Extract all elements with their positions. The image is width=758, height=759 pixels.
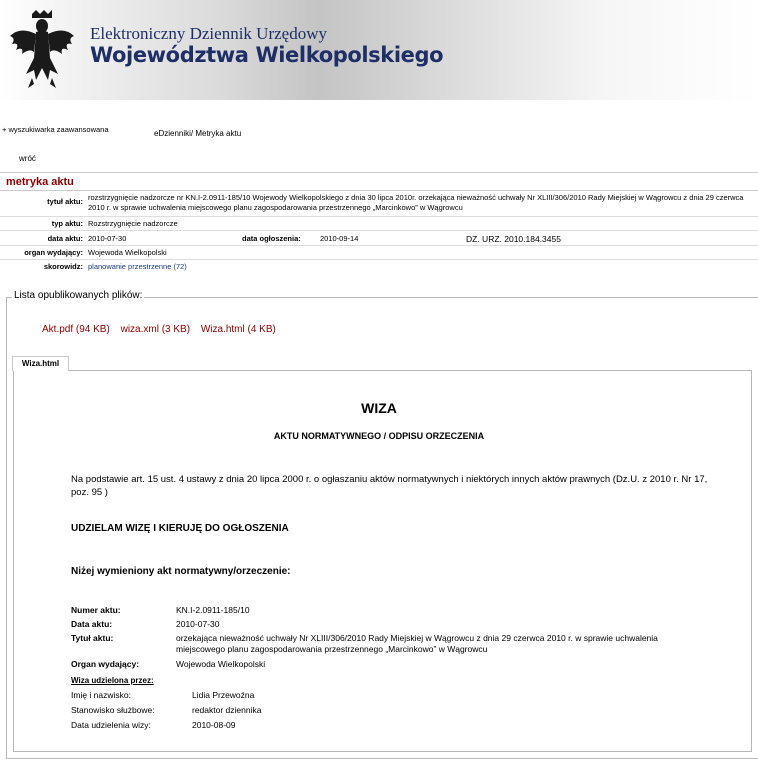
act-organ-value: Wojewoda Wielkopolski — [176, 659, 266, 669]
organ-label: organ wydający: — [24, 248, 83, 257]
act-number-label: Numer aktu: — [71, 605, 121, 615]
metadata-header — [0, 172, 758, 191]
header-title-line2: Województwa Wielkopolskiego — [90, 43, 444, 67]
journal-reference: DZ. URZ. 2010.184.3455 — [466, 234, 561, 244]
metadata-row-index — [0, 260, 758, 273]
date-label: data aktu: — [47, 234, 83, 243]
type-label: typ aktu: — [51, 219, 83, 228]
document-title: WIZA — [361, 400, 397, 416]
act-intro: Niżej wymieniony akt normatywny/orzeczenie: — [71, 566, 291, 577]
act-title-value: orzekająca nieważność uchwały Nr XLIII/306/2010 Rady Miejskiej w Wągrowcu z dnia 29 czerwca 2010 r. w sprawie uchwalenia miejscowego planu zagospodarowania przestrzennego „Marcinkowo” w Wągrowcu — [176, 633, 658, 654]
position-value: redaktor dziennika — [192, 705, 262, 715]
visa-date-value: 2010-08-09 — [192, 720, 236, 730]
legal-basis-paragraph: Na podstawie art. 15 ust. 4 ustawy z dnia 20 lipca 2000 r. o ogłaszaniu aktów normatywnych i niektórych innych aktów prawnych (Dz.U. z 2010 r. Nr 17, poz. 95 ) — [71, 474, 708, 498]
tab-wiza-html[interactable]: Wiza.html — [12, 356, 69, 371]
file-list — [42, 324, 284, 335]
name-value: Lidia Przewoźna — [192, 690, 255, 700]
position-label: Stanowisko służbowe: — [71, 705, 155, 715]
eagle-emblem-icon — [6, 8, 78, 92]
file-link-xml[interactable]: wiza.xml (3 KB) — [120, 324, 191, 335]
metadata-heading: metryka aktu — [6, 176, 74, 188]
date-value: 2010-07-30 — [88, 234, 127, 243]
metadata-row-type — [0, 217, 758, 231]
breadcrumb[interactable]: eDzienniki/ Metryka aktu — [154, 129, 242, 138]
act-date-value: 2010-07-30 — [176, 619, 220, 629]
document-subtitle: AKTU NORMATYWNEGO / ODPISU ORZECZENIA — [273, 431, 485, 441]
file-link-pdf[interactable]: Akt.pdf (94 KB) — [42, 324, 110, 335]
index-label: skorowidz: — [43, 262, 83, 271]
header-title-line1: Elektroniczny Dziennik Urzędowy — [90, 24, 327, 43]
visa-date-label: Data udzielenia wizy: — [71, 720, 151, 730]
grant-statement: UDZIELAM WIZĘ I KIERUJĘ DO OGŁOSZENIA — [71, 523, 289, 534]
visa-heading: Wiza udzielona przez: — [71, 676, 154, 685]
index-link[interactable]: planowanie przestrzenne (72) — [88, 262, 187, 271]
title-value: rozstrzygnięcie nadzorcze nr KN.I-2.0911-185/10 Wojewody Wielkopolskiego z dnia 30 lipca 2010r. orzekająca nieważność uchwały Nr XLIII/306/2010 Rady Miejskiej w Wągrowcu z dnia 29 czerwca 2010 r. w sprawie uchwalenia miejscowego planu zagospodarowania przestrzennego „Marcinkowo” w Wągrowcu — [88, 193, 744, 212]
title-label: tytuł aktu: — [47, 197, 83, 206]
act-number-value: KN.I-2.0911-185/10 — [176, 605, 250, 615]
name-label: Imię i nazwisko: — [71, 690, 131, 700]
files-legend: Lista opublikowanych plików: — [14, 290, 143, 301]
act-date-label: Data aktu: — [71, 619, 113, 629]
file-link-html[interactable]: Wiza.html (4 KB) — [200, 324, 276, 335]
header-banner — [0, 0, 758, 100]
metadata-row-organ — [0, 246, 758, 260]
publication-date-value: 2010-09-14 — [320, 234, 359, 243]
organ-value: Wojewoda Wielkopolski — [88, 248, 167, 257]
act-organ-label: Organ wydający: — [71, 659, 140, 669]
metadata-row-title — [0, 190, 758, 217]
type-value: Rozstrzygnięcie nadzorcze — [88, 219, 178, 228]
metadata-row-date — [0, 231, 758, 246]
publication-date-label: data ogłoszenia: — [242, 234, 301, 243]
act-title-label: Tytuł aktu: — [71, 633, 114, 643]
advanced-search-link[interactable]: + wyszukiwarka zaawansowana — [2, 125, 109, 134]
back-link[interactable]: wróć — [19, 154, 36, 163]
